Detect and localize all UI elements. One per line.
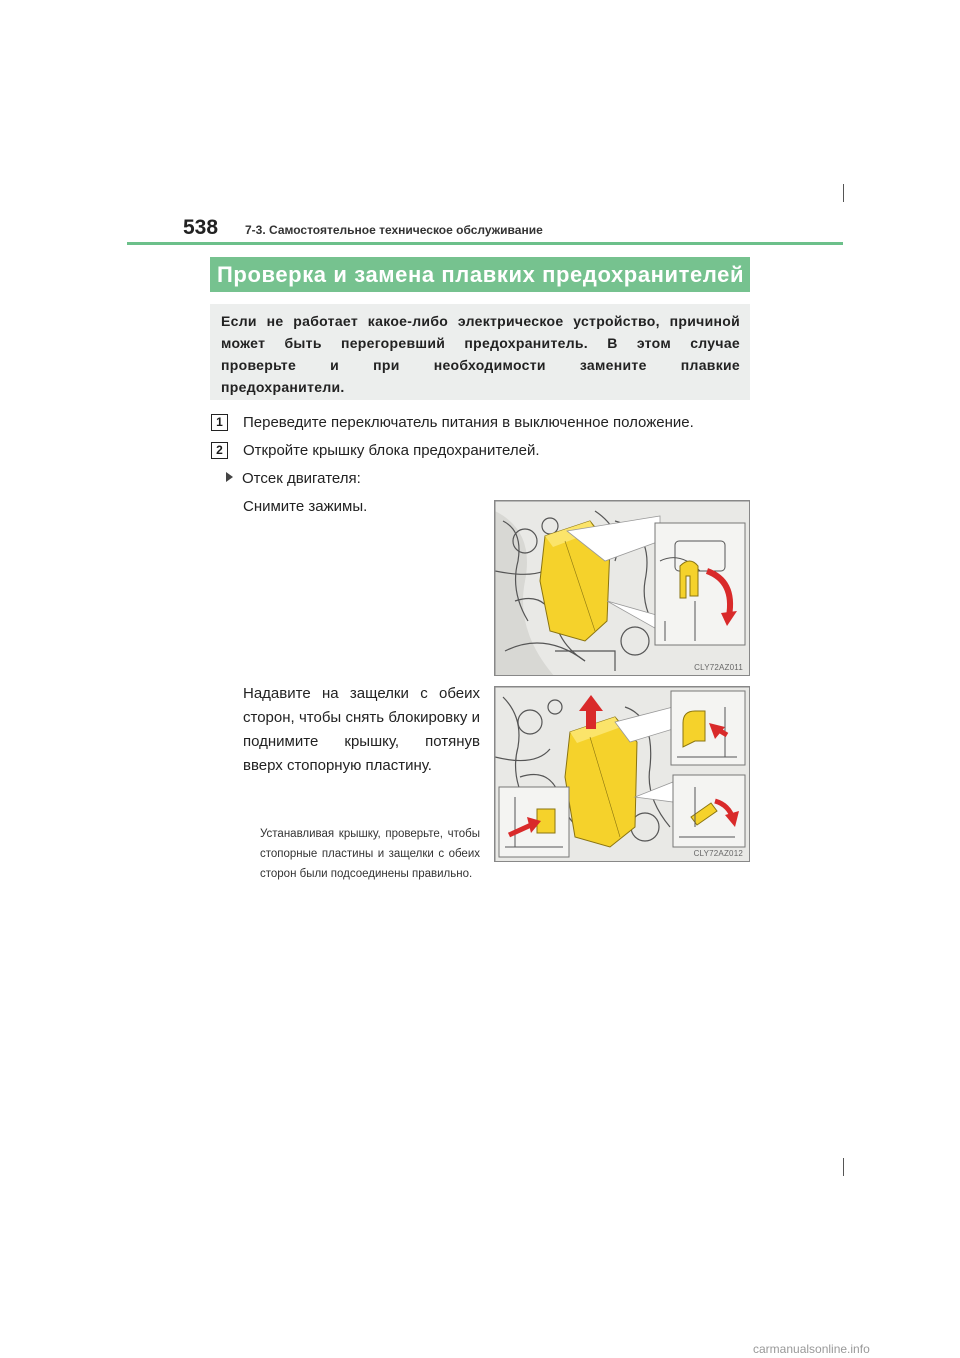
engine-compartment-illustration <box>495 501 750 676</box>
intro-box <box>210 304 750 400</box>
section-title: 7-3. Самостоятельное техническое обслуживание <box>245 223 543 237</box>
bullet-engine-compartment <box>226 470 361 487</box>
substep-lift-cover: Надавите на защелки с обеих сторон, чтобы снять блокировку и поднимите крышку, потянув вверх стопорную пластину. <box>243 685 480 774</box>
fusebox-cover-illustration <box>495 687 750 862</box>
figure-lift-cover <box>494 686 750 862</box>
watermark: carmanualsonline.info <box>753 1342 870 1356</box>
bullet-triangle-icon <box>226 472 233 482</box>
figure-remove-clips <box>494 500 750 676</box>
step-text-1: Переведите переключатель питания в выключенное положение. <box>243 414 694 431</box>
figure-code-2: CLY72AZ012 <box>693 849 743 858</box>
step-badge-1: 1 <box>211 414 228 431</box>
page-number: 538 <box>183 216 219 239</box>
section-heading: Проверка и замена плавких предохранителей <box>210 257 750 292</box>
intro-text: Если не работает какое-либо электрическое устройство, причиной может быть перегоревший предохранитель. В этом случае проверьте и при необходимости замените плавкие предохранители. <box>221 313 740 395</box>
step-text-2: Откройте крышку блока предохранителей. <box>243 442 540 459</box>
substep-remove-clips: Снимите зажимы. <box>243 498 368 515</box>
step-badge-2: 2 <box>211 442 228 459</box>
header-rule <box>127 242 843 245</box>
figure-code-1: CLY72AZ011 <box>694 663 743 672</box>
install-note: Устанавливая крышку, проверьте, чтобы стопорные пластины и защелки с обеих сторон были подсоединены правильно. <box>260 828 480 880</box>
bullet-text: Отсек двигателя: <box>242 470 361 487</box>
crop-mark-top <box>843 184 844 202</box>
crop-mark-bottom <box>843 1158 844 1176</box>
